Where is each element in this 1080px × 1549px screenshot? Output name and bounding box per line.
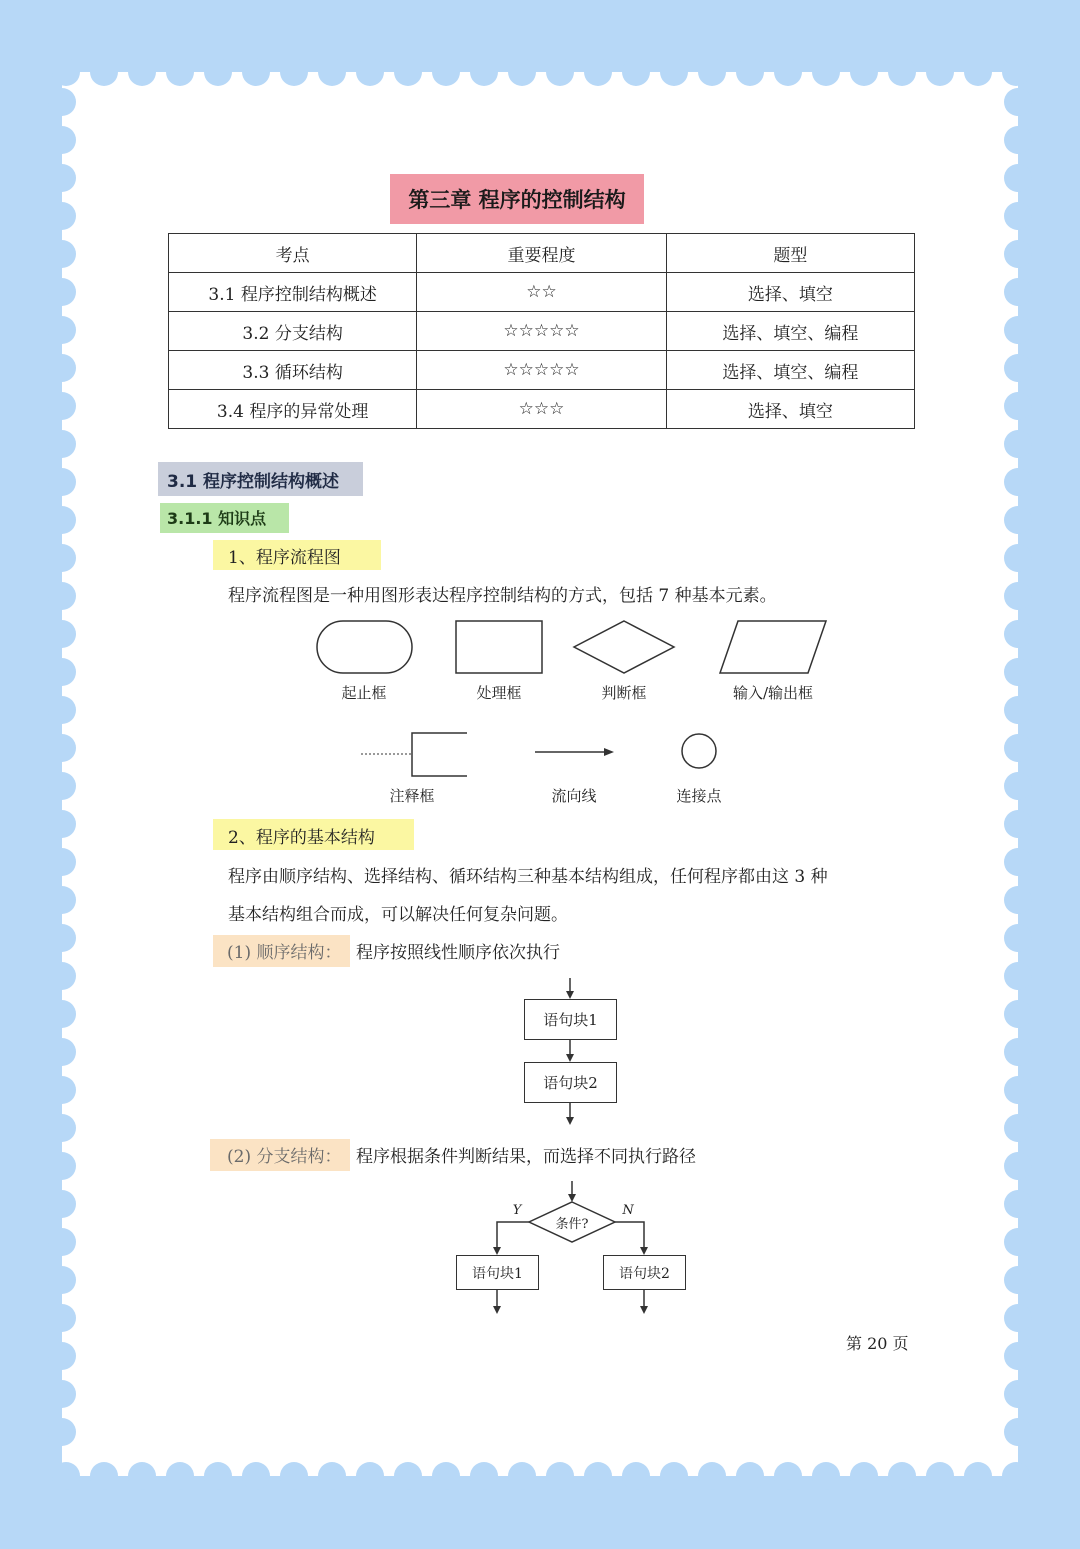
subsection-title: 3.1.1 知识点: [167, 509, 267, 528]
structures-text-line1: 程序由顺序结构、选择结构、循环结构三种基本结构组成，任何程序都由这 3 种: [228, 867, 828, 887]
sequential-desc: 程序按照线性顺序依次执行: [356, 943, 560, 963]
table-cell: 3.1 程序控制结构概述: [169, 273, 417, 312]
table-cell: ☆☆☆☆☆: [417, 312, 666, 351]
table-cell: 选择、填空、编程: [666, 312, 914, 351]
page-number: 第 20 页: [846, 1334, 909, 1353]
element-label: 注释框: [389, 787, 435, 805]
element-label: 输入/输出框: [732, 684, 814, 702]
structures-text-line2: 基本结构组合而成，可以解决任何复杂问题。: [228, 905, 568, 925]
table-cell: 选择、填空: [666, 390, 914, 429]
element-label: 流向线: [551, 787, 597, 805]
table-cell: 选择、填空、编程: [666, 351, 914, 390]
sequential-label: (1) 顺序结构：: [227, 943, 342, 963]
flowchart-heading: 1、程序流程图: [228, 548, 341, 568]
element-label: 起止框: [341, 684, 387, 702]
branch-label: (2) 分支结构：: [227, 1147, 342, 1167]
table-cell: 3.4 程序的异常处理: [169, 390, 417, 429]
no-label: N: [622, 1203, 634, 1218]
table-header: 考点: [169, 234, 417, 273]
yes-label: Y: [512, 1203, 522, 1218]
section-title: 3.1 程序控制结构概述: [167, 472, 340, 492]
chapter-title: 第三章 程序的控制结构: [408, 188, 626, 212]
table-cell: ☆☆: [417, 273, 666, 312]
branch-block-2: 语句块2: [603, 1255, 686, 1290]
statement-block-1: 语句块1: [524, 999, 617, 1040]
element-label: 判断框: [601, 684, 647, 702]
table-cell: 3.3 循环结构: [169, 351, 417, 390]
table-cell: 选择、填空: [666, 273, 914, 312]
statement-block-2: 语句块2: [524, 1062, 617, 1103]
branch-desc: 程序根据条件判断结果，而选择不同执行路径: [356, 1147, 696, 1167]
table-cell: 3.2 分支结构: [169, 312, 417, 351]
element-label: 连接点: [676, 787, 722, 805]
element-label: 处理框: [476, 684, 522, 702]
flowchart-intro-text: 程序流程图是一种用图形表达程序控制结构的方式，包括 7 种基本元素。: [228, 586, 777, 606]
table-header: 重要程度: [417, 234, 666, 273]
table-cell: ☆☆☆☆☆: [417, 351, 666, 390]
structures-heading: 2、程序的基本结构: [228, 828, 375, 848]
condition-label: 条件?: [555, 1217, 589, 1232]
table-header: 题型: [666, 234, 914, 273]
table-cell: ☆☆☆: [417, 390, 666, 429]
branch-block-1: 语句块1: [456, 1255, 539, 1290]
